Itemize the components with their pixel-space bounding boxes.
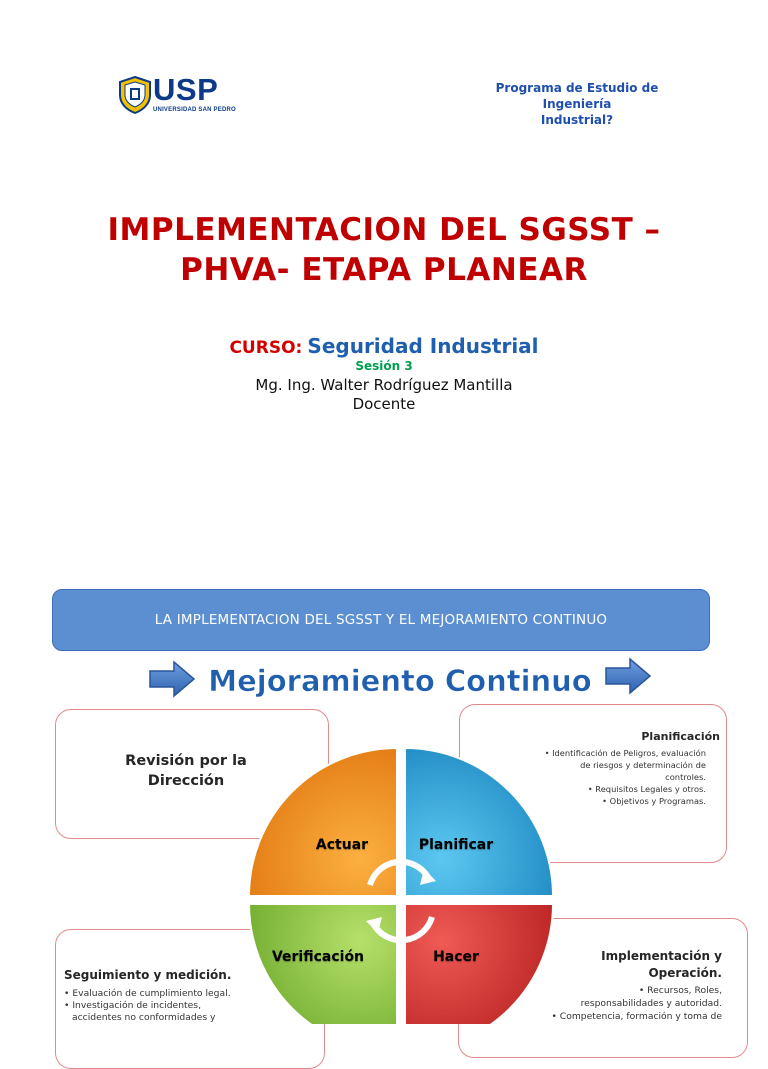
list-item: • Evaluación de cumplimiento legal. bbox=[64, 988, 231, 999]
seguimiento-heading: Seguimiento y medición. bbox=[64, 968, 232, 982]
usp-logo bbox=[118, 76, 152, 114]
list-item: • Identificación de Peligros, evaluación bbox=[544, 748, 706, 758]
list-item: de riesgos y determinación de bbox=[580, 760, 706, 770]
revision-line-2: Dirección bbox=[147, 773, 225, 789]
list-item: • Recursos, Roles, bbox=[638, 985, 722, 996]
teacher-block bbox=[0, 376, 768, 414]
arrow-right-icon bbox=[148, 660, 196, 698]
list-item: • Objetivos y Programas. bbox=[602, 796, 706, 806]
implementacion-heading-line-1: Implementación y bbox=[601, 949, 722, 963]
list-item: accidentes no conformidades y bbox=[72, 1012, 216, 1023]
course-label: CURSO: bbox=[229, 338, 303, 358]
logo-text: USP bbox=[153, 72, 219, 107]
verificacion-label: Verificación bbox=[271, 949, 365, 965]
list-item: responsabilidades y autoridad. bbox=[580, 998, 722, 1009]
planificacion-heading: Planificación bbox=[641, 730, 720, 743]
teacher-role: Docente bbox=[352, 395, 416, 413]
list-item: • Competencia, formación y toma de bbox=[551, 1011, 722, 1022]
diagram-heading bbox=[200, 655, 600, 703]
implementacion-heading bbox=[560, 948, 722, 982]
teacher-name: Mg. Ing. Walter Rodríguez Mantilla bbox=[255, 376, 513, 394]
title-line-2: PHVA- ETAPA PLANEAR bbox=[180, 252, 588, 288]
course-line bbox=[0, 334, 768, 358]
planificar-label: Planificar bbox=[418, 837, 494, 853]
course-name: Seguridad Industrial bbox=[307, 334, 539, 358]
list-item: • Requisitos Legales y otros. bbox=[587, 784, 706, 794]
diagram-heading-text: Mejoramiento Continuo bbox=[208, 664, 592, 698]
phva-cycle bbox=[242, 745, 560, 1024]
program-line-2: Industrial? bbox=[540, 113, 614, 127]
diagram-banner: LA IMPLEMENTACION DEL SGSST Y EL MEJORAMIENTO CONTINUO bbox=[52, 589, 710, 651]
hacer-label: Hacer bbox=[433, 949, 479, 965]
program-name bbox=[462, 80, 692, 128]
session-label: Sesión 3 bbox=[355, 359, 413, 373]
revision-line-1: Revisión por la bbox=[125, 753, 247, 769]
title-line-1: IMPLEMENTACION DEL SGSST – bbox=[107, 212, 661, 248]
list-item: controles. bbox=[665, 772, 706, 782]
list-item: • Investigación de incidentes, bbox=[64, 1000, 201, 1011]
page-title bbox=[0, 210, 768, 290]
actuar-label: Actuar bbox=[315, 837, 369, 853]
logo-subtext: UNIVERSIDAD SAN PEDRO bbox=[153, 107, 236, 113]
arrow-right-icon bbox=[604, 657, 652, 695]
implementacion-heading-line-2: Operación. bbox=[648, 966, 722, 980]
program-line-1: Programa de Estudio de Ingeniería bbox=[495, 81, 659, 111]
